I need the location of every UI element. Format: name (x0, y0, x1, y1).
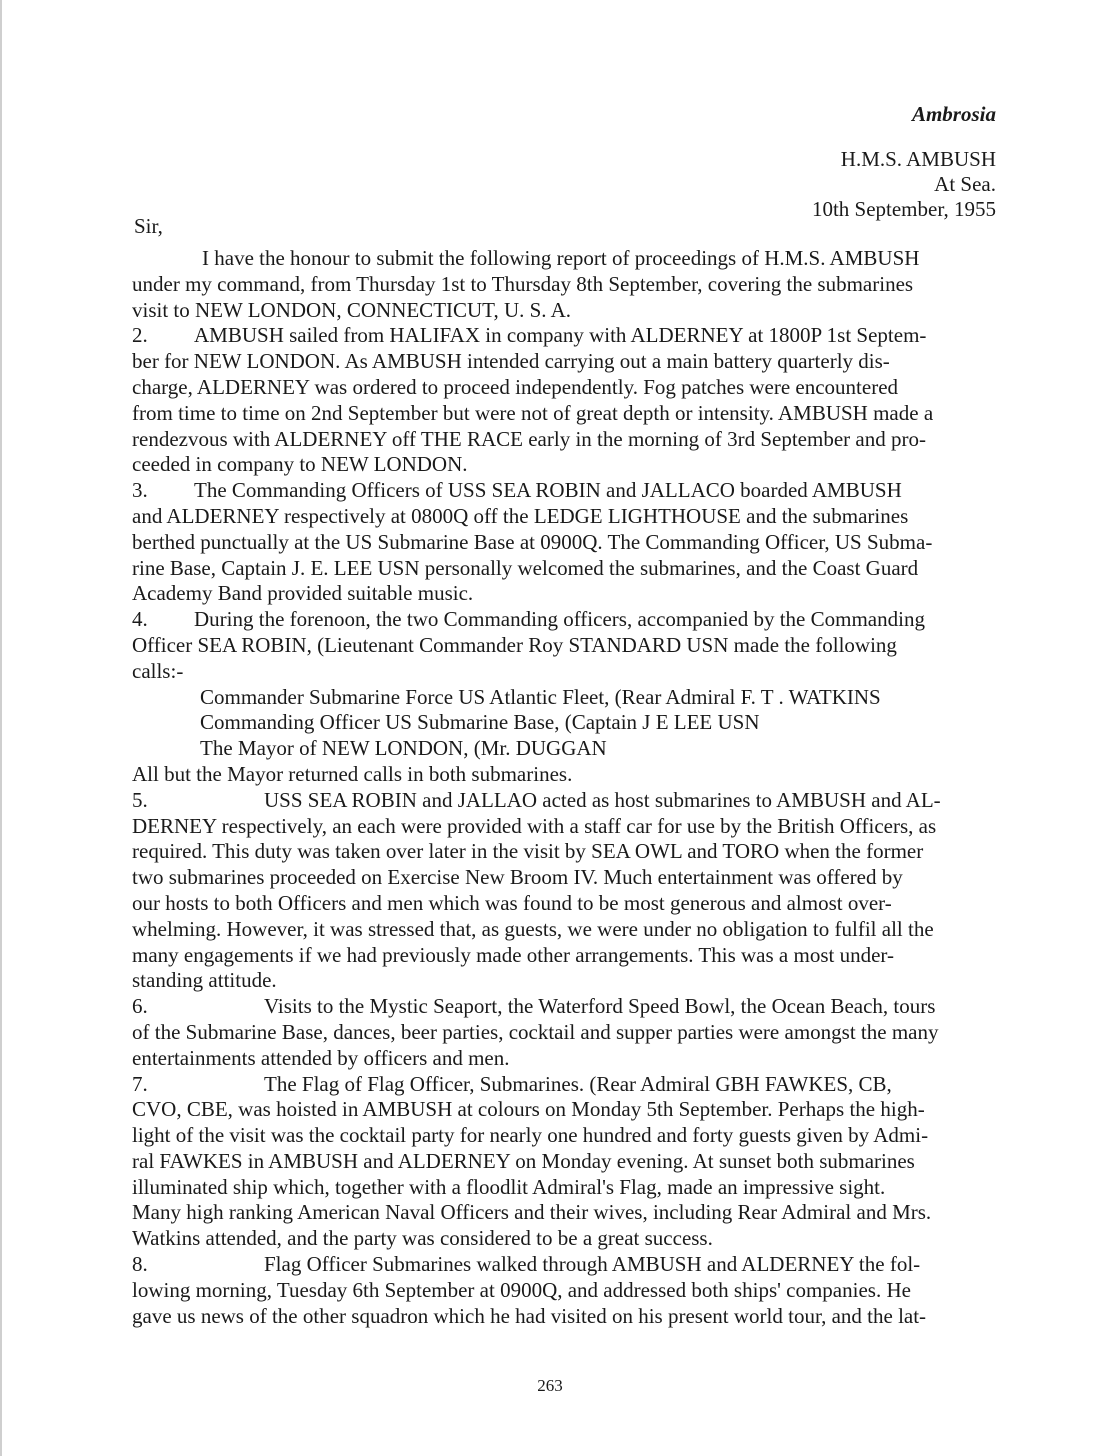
call-list-item: Commander Submarine Force US Atlantic Fleet, (Rear Admiral F. T . WATKINS (200, 684, 881, 709)
paragraph-line: DERNEY respectively, an each were provided with a staff car for use by the British Officers, as (132, 813, 937, 838)
call-list-item: Commanding Officer US Submarine Base, (Captain J E LEE USN (200, 710, 760, 735)
paragraph-5 (132, 788, 994, 994)
paragraph-line: from time to time on 2nd September but were not of great depth or intensity. AMBUSH made a (132, 400, 934, 425)
scan-edge (0, 0, 2, 1456)
paragraph-6 (132, 994, 994, 1071)
paragraph-line: Many high ranking American Naval Officers and their wives, including Rear Admiral and Mrs. (132, 1200, 932, 1225)
paragraph-7 (132, 1072, 994, 1253)
paragraph-line: The Commanding Officers of USS SEA ROBIN and JALLACO boarded AMBUSH (194, 478, 902, 503)
paragraph-line: Visits to the Mystic Seaport, the Waterford Speed Bowl, the Ocean Beach, tours (264, 994, 936, 1019)
paragraph-number: 4. (132, 607, 148, 632)
address-location: At Sea. (934, 172, 996, 196)
paragraph-line: two submarines proceeded on Exercise New Broom IV. Much entertainment was offered by (132, 865, 903, 890)
paragraph-4 (132, 607, 994, 788)
paragraph-number: 3. (132, 478, 148, 503)
paragraph-number: 8. (132, 1252, 148, 1277)
call-list-item: The Mayor of NEW LONDON, (Mr. DUGGAN (200, 736, 607, 761)
paragraph-2 (132, 323, 994, 478)
paragraph-line: ceeded in company to NEW LONDON. (132, 452, 468, 477)
paragraph-line: AMBUSH sailed from HALIFAX in company with ALDERNEY at 1800P 1st Septem- (194, 323, 927, 348)
paragraph-line: During the forenoon, the two Commanding officers, accompanied by the Commanding (194, 607, 925, 632)
paragraph-line: rine Base, Captain J. E. LEE USN personally welcomed the submarines, and the Coast Guard (132, 555, 919, 580)
paragraph-8 (132, 1252, 994, 1329)
paragraph-line: entertainments attended by officers and men. (132, 1045, 510, 1070)
address-ship: H.M.S. AMBUSH (840, 147, 996, 171)
paragraph-line: Academy Band provided suitable music. (132, 581, 474, 606)
paragraph-number: 2. (132, 323, 148, 348)
paragraph-line: USS SEA ROBIN and JALLAO acted as host submarines to AMBUSH and AL- (264, 787, 941, 812)
paragraph-line: I have the honour to submit the following report of proceedings of H.M.S. AMBUSH (202, 246, 920, 270)
salutation: Sir, (134, 214, 163, 238)
document-header-title: Ambrosia (911, 102, 996, 126)
report-body (132, 246, 994, 1329)
paragraph-line: of the Submarine Base, dances, beer parties, cocktail and supper parties were amongst the many (132, 1019, 939, 1044)
paragraph-line: calls:- (132, 658, 184, 683)
paragraph-1 (132, 246, 994, 323)
paragraph-line: our hosts to both Officers and men which was found to be most generous and almost over- (132, 890, 892, 915)
paragraph-line: standing attitude. (132, 968, 277, 993)
paragraph-line: Watkins attended, and the party was considered to be a great success. (132, 1226, 713, 1251)
paragraph-line: whelming. However, it was stressed that, as guests, we were under no obligation to fulfil all the (132, 916, 934, 941)
paragraph-line: visit to NEW LONDON, CONNECTICUT, U. S. A. (132, 297, 572, 322)
address-date: 10th September, 1955 (811, 197, 996, 221)
paragraph-line: The Flag of Flag Officer, Submarines. (Rear Admiral GBH FAWKES, CB, (264, 1071, 892, 1096)
paragraph-line: and ALDERNEY respectively at 0800Q off the LEDGE LIGHTHOUSE and the submarines (132, 503, 909, 528)
paragraph-line: CVO, CBE, was hoisted in AMBUSH at colours on Monday 5th September. Perhaps the high- (132, 1097, 925, 1122)
page-number: 263 (537, 1376, 563, 1395)
paragraph-line: berthed punctually at the US Submarine Base at 0900Q. The Commanding Officer, US Subma- (132, 529, 933, 554)
paragraph-line: Flag Officer Submarines walked through AMBUSH and ALDERNEY the fol- (264, 1252, 921, 1277)
paragraph-number: 7. (132, 1071, 148, 1096)
paragraph-number: 6. (132, 994, 148, 1019)
paragraph-line: many engagements if we had previously made other arrangements. This was a most under- (132, 942, 894, 967)
paragraph-line: under my command, from Thursday 1st to Thursday 8th September, covering the submarines (132, 271, 914, 296)
paragraph-3 (132, 478, 994, 607)
paragraph-line: lowing morning, Tuesday 6th September at 0900Q, and addressed both ships' companies. He (132, 1277, 911, 1302)
paragraph-line: light of the visit was the cocktail party for nearly one hundred and forty guests given by Admi- (132, 1123, 929, 1148)
paragraph-line: gave us news of the other squadron which he had visited on his present world tour, and the lat- (132, 1303, 927, 1328)
paragraph-line: charge, ALDERNEY was ordered to proceed independently. Fog patches were encountered (132, 374, 899, 399)
paragraph-line: All but the Mayor returned calls in both submarines. (132, 761, 573, 786)
paragraph-line: Officer SEA ROBIN, (Lieutenant Commander Roy STANDARD USN made the following (132, 632, 897, 657)
paragraph-line: required. This duty was taken over later in the visit by SEA OWL and TORO when the former (132, 839, 924, 864)
paragraph-line: rendezvous with ALDERNEY off THE RACE early in the morning of 3rd September and pro- (132, 426, 926, 451)
paragraph-number: 5. (132, 787, 148, 812)
paragraph-line: ral FAWKES in AMBUSH and ALDERNEY on Monday evening. At sunset both submarines (132, 1148, 915, 1173)
paragraph-line: ber for NEW LONDON. As AMBUSH intended carrying out a main battery quarterly dis- (132, 349, 890, 374)
paragraph-line: illuminated ship which, together with a floodlit Admiral's Flag, made an impressive sight. (132, 1174, 886, 1199)
